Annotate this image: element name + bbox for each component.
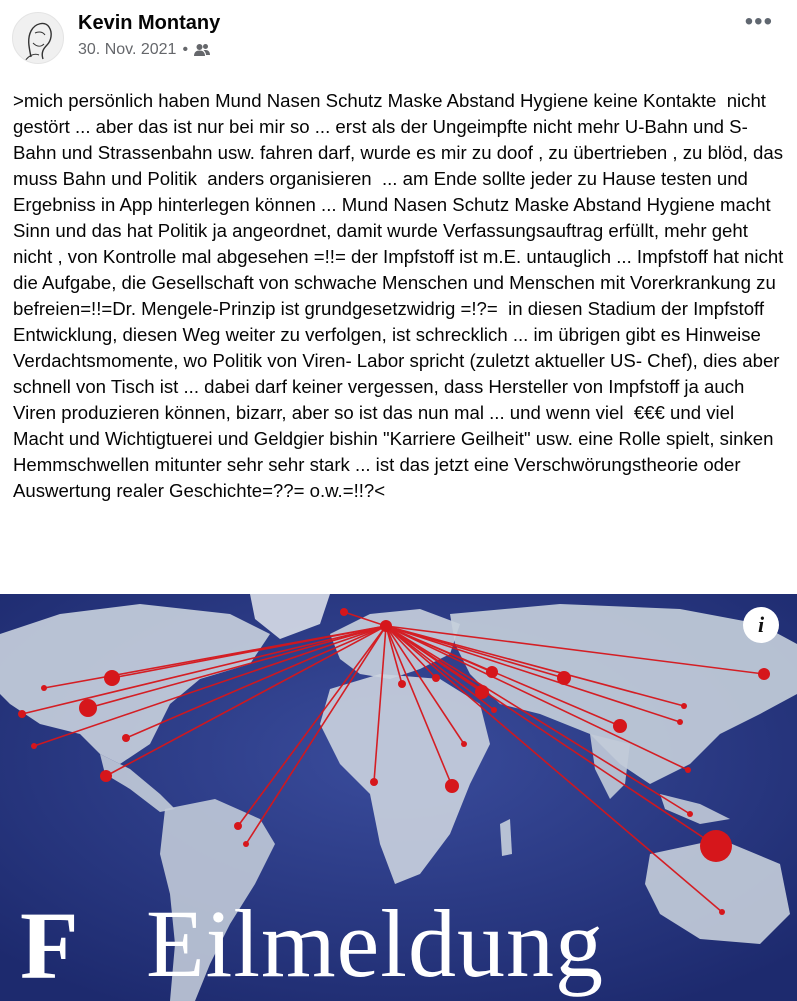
post-meta [78, 41, 210, 59]
faz-logo: F [20, 892, 79, 999]
headline: Eilmeldung [146, 890, 604, 997]
author-name[interactable]: Kevin Montany [78, 12, 221, 34]
post-image[interactable] [0, 594, 797, 1001]
info-icon[interactable]: i [743, 607, 779, 643]
avatar[interactable] [12, 12, 64, 64]
meta-separator: • [182, 41, 189, 58]
more-options-icon[interactable]: ••• [744, 8, 773, 35]
post-date[interactable]: 30. Nov. 2021 [78, 41, 177, 58]
post-text: >mich persönlich haben Mund Nasen Schutz Maske Abstand Hygiene keine Kontakte nicht gestört ... aber das ist nur bei mir so ... erst als der Ungeimpfte nicht mehr U-Bahn und S-Bahn und Strassenbahn usw. fahren darf, wurde es mir zu doof , zu übertrieben , zu blöd, das muss Bahn und Politik anders organisieren ... am Ende sollte jeder zu Hause testen und Ergebniss in App hinterlegen können ... Mund Nasen Schutz Maske Abstand Hygiene macht Sinn und das hat Politik ja angeordnet, damit wurde Verfassungsauftrag erfüllt, mehr geht nicht , von Kontrolle mal abgesehen =!!= der Impfstoff ist m.E. untauglich ... Impfstoff hat nicht die Aufgabe, die Gesellschaft von schwache Menschen und Menschen mit Vorerkrankung zu befreien=!!=Dr. Mengele-Prinzip ist grundgesetzwidrig =!?= in diesen Stadium der Impfstoff Entwicklung, diesen Weg weiter zu verfolgen, ist schrecklich ... im übrigen gibt es Hinweise Verdachtsmomente, wo Politik von Viren- Labor spricht (zuletzt aktueller US- Chef), dies aber schnell von Tisch ist ... dabei darf keiner vergessen, dass Hersteller von Impfstoff ja auch Viren produzieren können, bizarr, aber so ist das nun mal ... und wenn viel €€€ und viel Macht und Wichtigtuerei und Geldgier bishin "Karriere Geilheit" usw. eine Rolle spielt, sinken Hemmschwellen mitunter sehr sehr stark ... ist das jetzt eine Verschwörungstheorie oder Auswertung realer Geschichte=??= o.w.=!!?< [13, 90, 789, 501]
friends-icon [194, 43, 210, 57]
avatar-sketch-icon [13, 13, 64, 64]
post-header [0, 0, 797, 75]
